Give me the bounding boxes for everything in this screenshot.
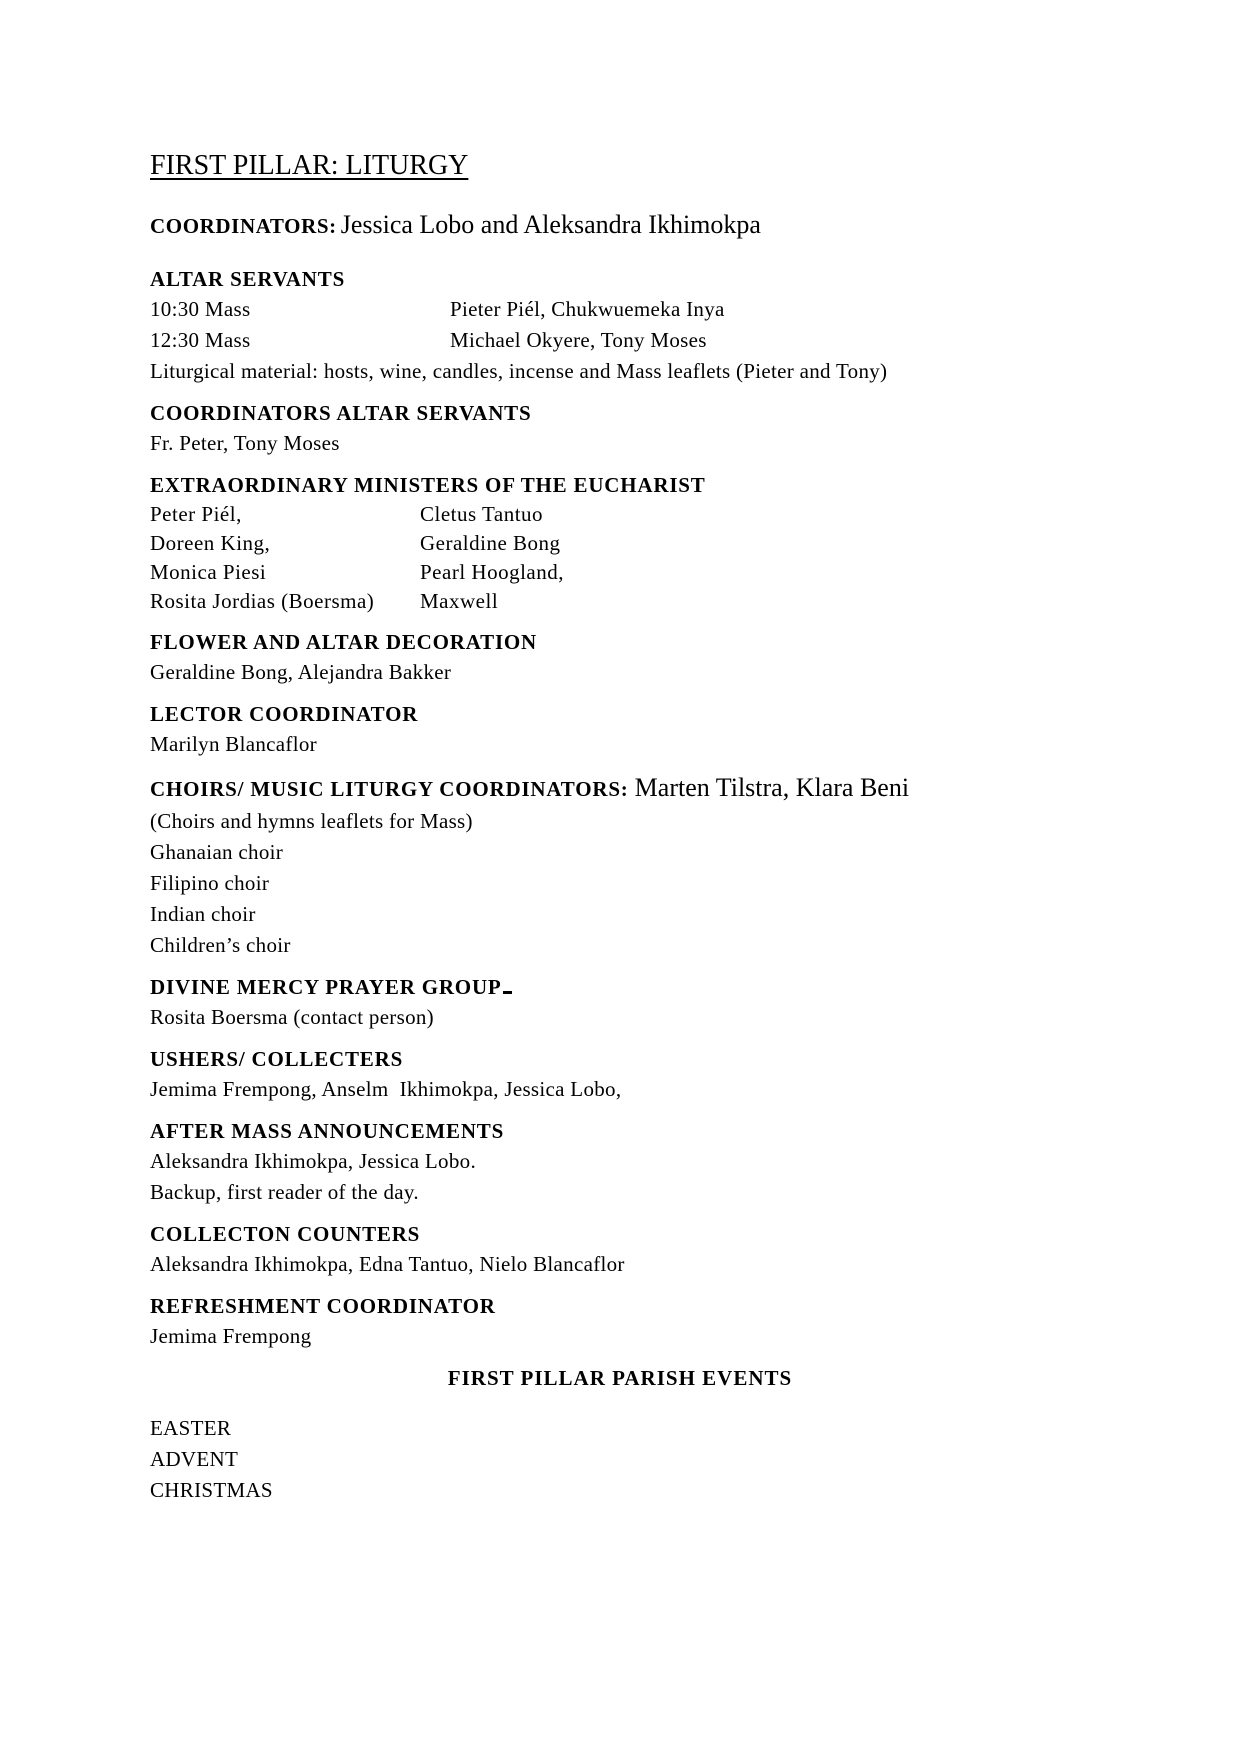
after-mass-backup: Backup, first reader of the day. [150, 1180, 419, 1204]
mass-time: 12:30 Mass [150, 328, 251, 352]
choirs-heading: CHOIRS/ MUSIC LITURGY COORDINATORS: [150, 777, 629, 801]
lector-coordinator-heading: LECTOR COORDINATOR [150, 702, 419, 726]
servant-names: Pieter Piél, Chukwuemeka Inya [450, 297, 725, 321]
divine-mercy-heading: DIVINE MERCY PRAYER GROUP [150, 975, 502, 999]
coordinators-altar-servants-names: Fr. Peter, Tony Moses [150, 431, 340, 455]
minister-name: Peter Piél, [150, 502, 242, 526]
after-mass-heading: AFTER MASS ANNOUNCEMENTS [150, 1119, 505, 1143]
text-cursor-mark [503, 991, 512, 994]
ushers-names: Jemima Frempong, Anselm Ikhimokpa, Jessica Lobo, [150, 1077, 622, 1101]
document-page [150, 150, 1110, 1517]
collection-counters-section [150, 1219, 1110, 1280]
ushers-heading: USHERS/ COLLECTERS [150, 1047, 404, 1071]
choir-item: Children’s choir [150, 933, 291, 957]
lector-coordinator-name: Marilyn Blancaflor [150, 732, 317, 756]
after-mass-names: Aleksandra Ikhimokpa, Jessica Lobo. [150, 1149, 477, 1173]
liturgical-material-note: Liturgical material: hosts, wine, candles, incense and Mass leaflets (Pieter and Tony) [150, 359, 888, 383]
ministers-row [150, 587, 1110, 616]
minister-name: Pearl Hoogland, [420, 560, 564, 584]
minister-name: Rosita Jordias (Boersma) [150, 589, 375, 613]
minister-name: Geraldine Bong [420, 531, 561, 555]
choirs-heading-line [150, 771, 1110, 806]
page-title: FIRST PILLAR: LITURGY [150, 150, 469, 181]
flower-decoration-section [150, 627, 1110, 688]
ushers-section [150, 1044, 1110, 1105]
choirs-coordinators: Marten Tilstra, Klara Beni [634, 773, 910, 802]
collection-counters-names: Aleksandra Ikhimokpa, Edna Tantuo, Nielo Blancaflor [150, 1252, 625, 1276]
event-item: ADVENT [150, 1447, 239, 1471]
coordinators-altar-servants-section [150, 398, 1110, 459]
lector-coordinator-section [150, 699, 1110, 760]
minister-name: Maxwell [420, 589, 499, 613]
event-item: CHRISTMAS [150, 1478, 273, 1502]
flower-decoration-heading: FLOWER AND ALTAR DECORATION [150, 630, 538, 654]
altar-servants-row [150, 325, 1110, 356]
extraordinary-ministers-heading: EXTRAORDINARY MINISTERS OF THE EUCHARIST [150, 473, 706, 497]
mass-time: 10:30 Mass [150, 297, 251, 321]
minister-name: Cletus Tantuo [420, 502, 544, 526]
divine-mercy-heading-line [150, 972, 1110, 1002]
refreshment-section [150, 1291, 1110, 1352]
after-mass-section [150, 1116, 1110, 1208]
servant-names: Michael Okyere, Tony Moses [450, 328, 707, 352]
ministers-row [150, 558, 1110, 587]
flower-decoration-names: Geraldine Bong, Alejandra Bakker [150, 660, 452, 684]
refreshment-heading: REFRESHMENT COORDINATOR [150, 1294, 496, 1318]
altar-servants-heading: ALTAR SERVANTS [150, 267, 346, 291]
choir-item: Indian choir [150, 902, 256, 926]
extraordinary-ministers-section [150, 470, 1110, 616]
refreshment-name: Jemima Frempong [150, 1324, 312, 1348]
choirs-section [150, 771, 1110, 961]
coordinators-label: COORDINATORS: [150, 214, 337, 238]
minister-name: Doreen King, [150, 531, 271, 555]
ministers-row [150, 529, 1110, 558]
collection-counters-heading: COLLECTON COUNTERS [150, 1222, 421, 1246]
altar-servants-section [150, 264, 1110, 387]
coordinators-altar-servants-heading: COORDINATORS ALTAR SERVANTS [150, 401, 532, 425]
choir-item: Filipino choir [150, 871, 270, 895]
coordinators-line [150, 208, 1110, 246]
divine-mercy-contact: Rosita Boersma (contact person) [150, 1005, 434, 1029]
ministers-row [150, 500, 1110, 529]
minister-name: Monica Piesi [150, 560, 267, 584]
choir-item: Ghanaian choir [150, 840, 284, 864]
coordinators-value: Jessica Lobo and Aleksandra Ikhimokpa [340, 210, 761, 239]
event-item: EASTER [150, 1416, 232, 1440]
choirs-note: (Choirs and hymns leaflets for Mass) [150, 809, 473, 833]
altar-servants-row [150, 294, 1110, 325]
parish-events-heading: FIRST PILLAR PARISH EVENTS [447, 1366, 793, 1390]
divine-mercy-section [150, 972, 1110, 1033]
parish-events-list [150, 1413, 1110, 1506]
